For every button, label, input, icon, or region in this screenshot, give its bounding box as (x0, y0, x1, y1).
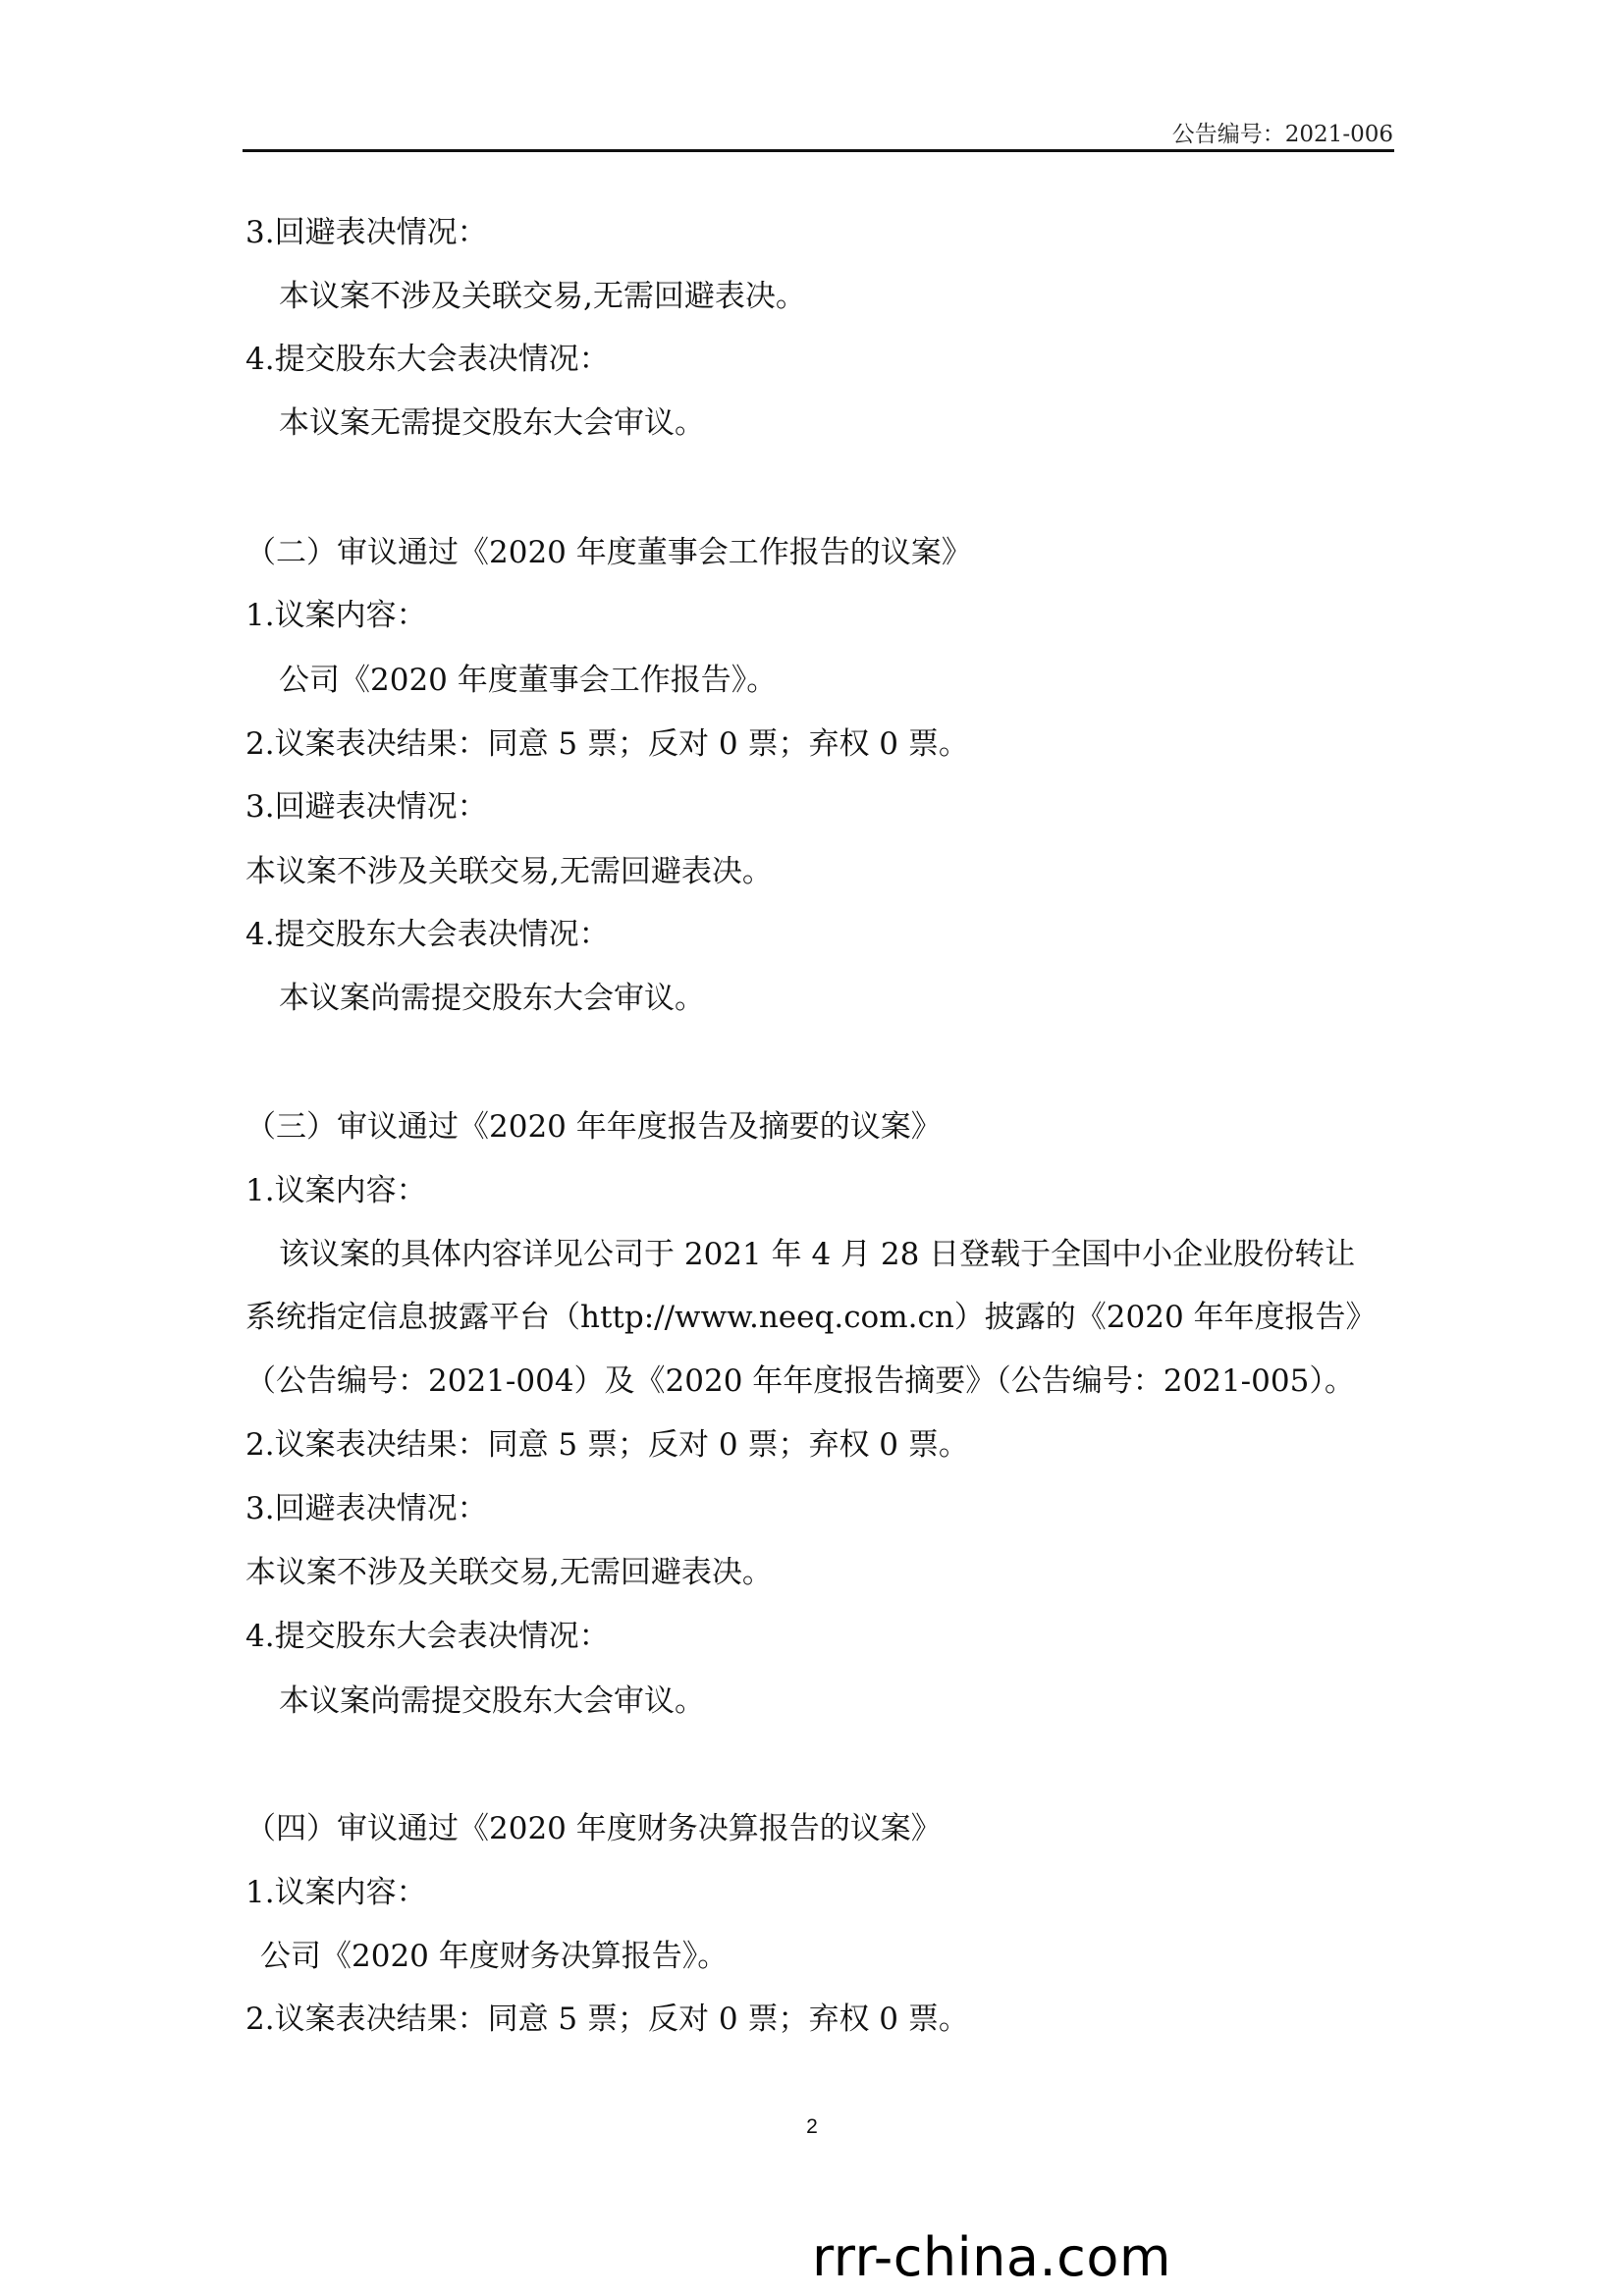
section-heading: （三）审议通过《2020 年年度报告及摘要的议案》 (245, 1109, 942, 1145)
watermark: rrr-china.com (812, 2226, 1171, 2288)
doc-line: 系统指定信息披露平台（http://www.neeq.com.cn）披露的《2020 年年度报告》 (245, 1300, 1377, 1335)
doc-line: 4.提交股东大会表决情况： (245, 342, 610, 377)
header-rule (243, 149, 1394, 152)
doc-line: 本议案不涉及关联交易,无需回避表决。 (245, 1555, 773, 1590)
doc-line: 2.议案表决结果：同意 5 票；反对 0 票；弃权 0 票。 (245, 726, 969, 762)
doc-line: 2.议案表决结果：同意 5 票；反对 0 票；弃权 0 票。 (245, 1427, 969, 1463)
announcement-number: 公告编号：2021-006 (1171, 122, 1393, 147)
section-heading: （二）审议通过《2020 年度董事会工作报告的议案》 (245, 535, 972, 570)
doc-line: （公告编号：2021-004）及《2020 年年度报告摘要》（公告编号：2021-005）。 (245, 1363, 1355, 1399)
doc-line: 本议案尚需提交股东大会审议。 (279, 981, 705, 1016)
doc-line: 4.提交股东大会表决情况： (245, 1619, 610, 1654)
doc-line: 本议案无需提交股东大会审议。 (279, 405, 705, 441)
doc-line: 1.议案内容： (245, 598, 427, 633)
section-heading: （四）审议通过《2020 年度财务决算报告的议案》 (245, 1811, 942, 1846)
doc-line: 本议案尚需提交股东大会审议。 (279, 1683, 705, 1719)
doc-line: 3.回避表决情况： (245, 215, 488, 250)
doc-line: 2.议案表决结果：同意 5 票；反对 0 票；弃权 0 票。 (245, 2002, 969, 2037)
doc-line: 4.提交股东大会表决情况： (245, 917, 610, 952)
doc-line: 公司《2020 年度董事会工作报告》。 (279, 663, 778, 698)
doc-line: 1.议案内容： (245, 1875, 427, 1910)
doc-line: 本议案不涉及关联交易,无需回避表决。 (245, 854, 773, 889)
doc-line: 公司《2020 年度财务决算报告》。 (260, 1939, 729, 1974)
doc-line: 本议案不涉及关联交易,无需回避表决。 (279, 279, 806, 314)
page-number: 2 (806, 2115, 818, 2138)
doc-line: 1.议案内容： (245, 1173, 427, 1208)
doc-line: 该议案的具体内容详见公司于 2021 年 4 月 28 日登载于全国中小企业股份转让 (279, 1237, 1356, 1272)
doc-line: 3.回避表决情况： (245, 789, 488, 825)
doc-line: 3.回避表决情况： (245, 1491, 488, 1526)
